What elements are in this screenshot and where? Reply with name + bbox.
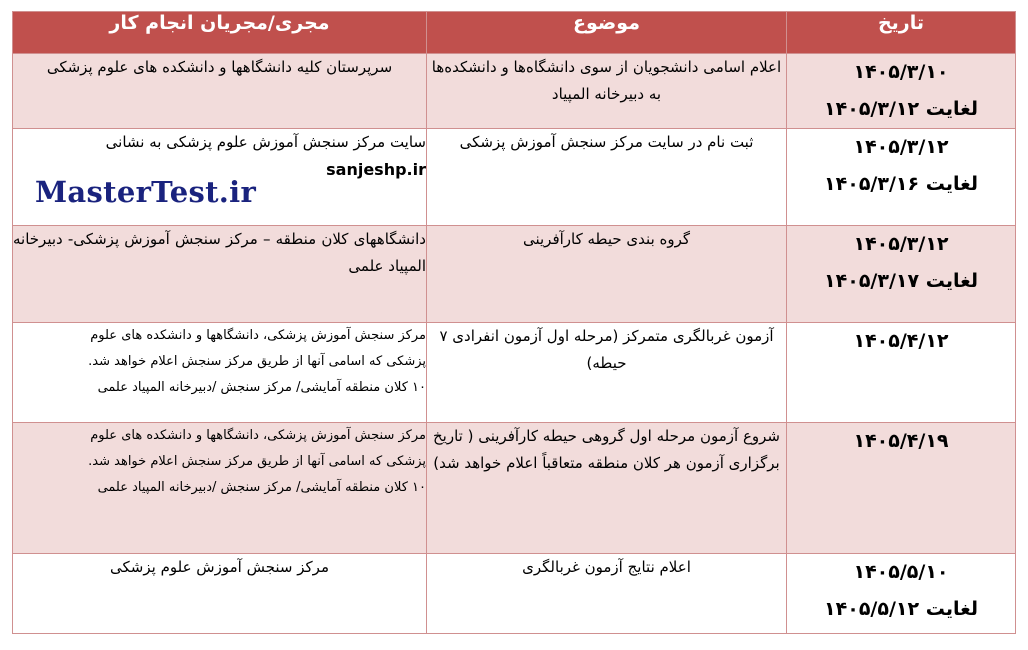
header-subject: موضوع	[427, 12, 787, 54]
executor-url-link[interactable]: sanjeshp.ir	[326, 160, 426, 179]
executor-line: پزشکی که اسامی آنها از طریق مرکز سنجش اعلام خواهد شد.	[88, 454, 426, 469]
subject-cell: ثبت نام در سایت مرکز سنجش آموزش پزشکی	[427, 129, 787, 226]
table-row	[13, 226, 1016, 323]
executor-cell: دانشگاههای کلان منطقه – مرکز سنجش آموزش پزشکی- دبیرخانه المپیاد علمی	[13, 226, 427, 323]
date-end: لغایت ۱۴۰۵/۵/۱۲	[824, 598, 978, 620]
executor-cell	[13, 423, 427, 554]
date-start: ۱۴۰۵/۴/۱۲	[853, 330, 949, 352]
date-start: ۱۴۰۵/۵/۱۰	[853, 561, 949, 583]
date-cell	[787, 54, 1016, 129]
date-cell	[787, 423, 1016, 554]
executor-cell	[13, 323, 427, 423]
date-cell	[787, 129, 1016, 226]
subject-cell: شروع آزمون مرحله اول گروهی حیطه کارآفرینی ( تاریخ برگزاری آزمون هر کلان منطقه متعاقباً اعلام خواهد شد)	[427, 423, 787, 554]
executor-cell: سرپرستان کلیه دانشگاهها و دانشکده های علوم پزشکی	[13, 54, 427, 129]
date-end: لغایت ۱۴۰۵/۳/۱۷	[824, 270, 978, 292]
executor-line: پزشکی که اسامی آنها از طریق مرکز سنجش اعلام خواهد شد.	[88, 354, 426, 369]
date-cell	[787, 323, 1016, 423]
subject-cell: اعلام اسامی دانشجویان از سوی دانشگاه‌ها و دانشکده‌ها به دبیرخانه المپیاد	[427, 54, 787, 129]
executor-line: ۱۰ کلان منطقه آمایشی/ مرکز سنجش /دبیرخانه المپیاد علمی	[97, 480, 426, 495]
executor-cell: مرکز سنجش آموزش علوم پزشکی	[13, 554, 427, 634]
header-date: تاریخ	[787, 12, 1016, 54]
date-cell	[787, 554, 1016, 634]
table-row	[13, 323, 1016, 423]
executor-line: مرکز سنجش آموزش پزشکی، دانشگاهها و دانشکده های علوم	[90, 328, 426, 343]
date-start: ۱۴۰۵/۳/۱۲	[853, 136, 949, 158]
date-start: ۱۴۰۵/۴/۱۹	[853, 430, 949, 452]
executor-text: سایت مرکز سنجش آموزش علوم پزشکی به نشانی	[105, 133, 426, 151]
subject-text: آزمون غربالگری متمرکز	[623, 327, 774, 345]
header-row	[13, 12, 1016, 54]
schedule-table	[12, 11, 1016, 634]
subject-cell	[427, 323, 787, 423]
subject-note: (مرحله اول آزمون انفرادی ۷ حیطه)	[439, 327, 627, 372]
date-cell	[787, 226, 1016, 323]
table-row	[13, 54, 1016, 129]
subject-cell: گروه بندی حیطه کارآفرینی	[427, 226, 787, 323]
executor-line: ۱۰ کلان منطقه آمایشی/ مرکز سنجش /دبیرخانه المپیاد علمی	[97, 380, 426, 395]
date-start: ۱۴۰۵/۳/۱۰	[853, 61, 949, 83]
date-start: ۱۴۰۵/۳/۱۲	[853, 233, 949, 255]
table-row	[13, 554, 1016, 634]
header-executor: مجری/مجریان انجام کار	[13, 12, 427, 54]
subject-cell: اعلام نتایج آزمون غربالگری	[427, 554, 787, 634]
watermark-logo: MasterTest.ir	[35, 175, 257, 209]
date-end: لغایت ۱۴۰۵/۳/۱۲	[824, 98, 978, 120]
date-end: لغایت ۱۴۰۵/۳/۱۶	[824, 173, 978, 195]
table-row	[13, 423, 1016, 554]
executor-line: مرکز سنجش آموزش پزشکی، دانشگاهها و دانشکده های علوم	[90, 428, 426, 443]
